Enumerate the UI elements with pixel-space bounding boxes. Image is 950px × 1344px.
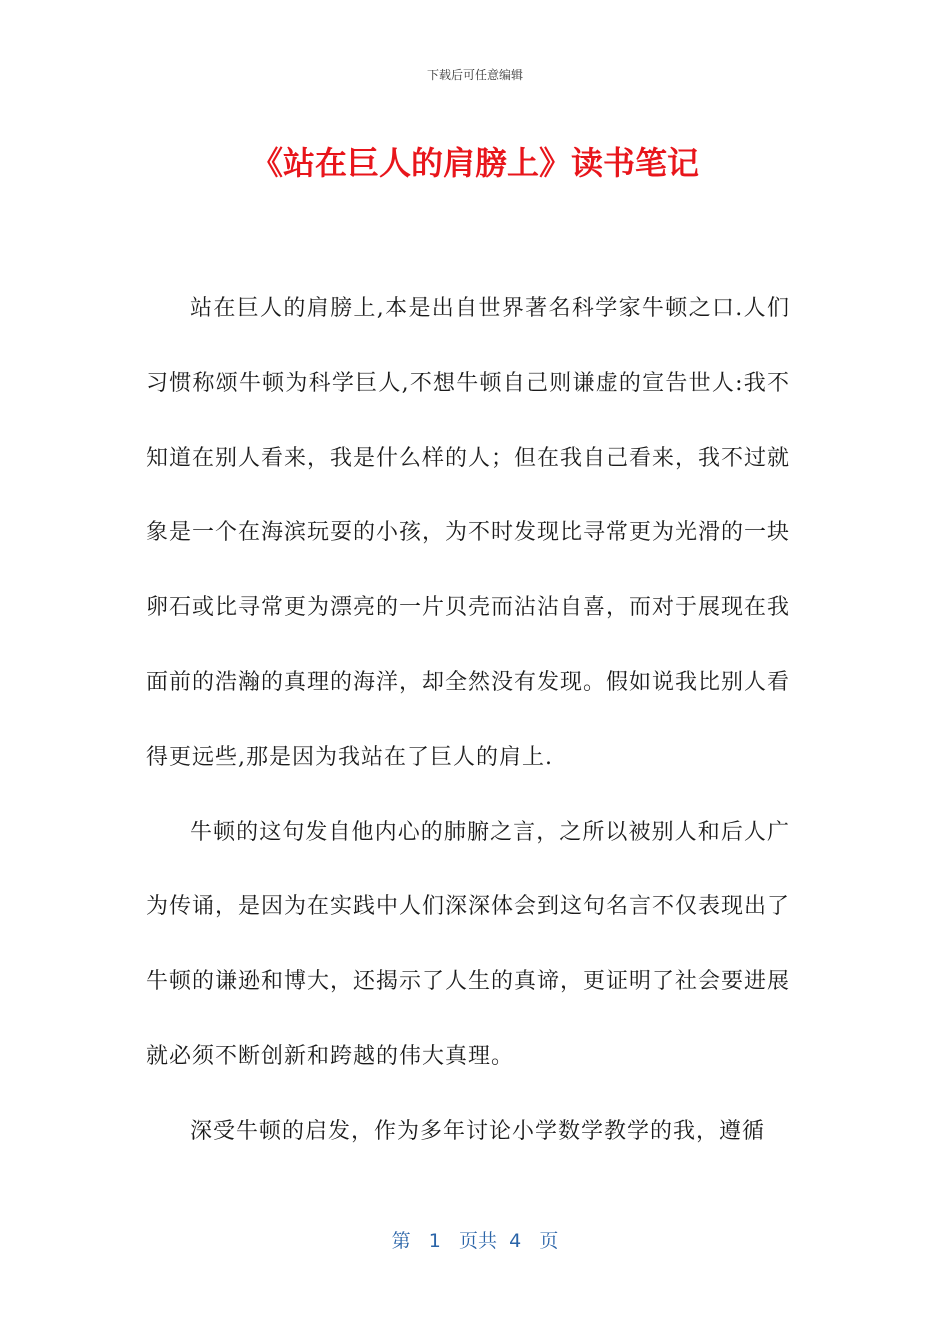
footer-total-pages: 4 (509, 1230, 522, 1252)
footer-label-page-end: 页 (539, 1230, 559, 1252)
footer-label-page: 第 (391, 1230, 411, 1252)
footer-label-page-total: 页共 (459, 1230, 498, 1252)
header-note: 下载后可任意编辑 (426, 68, 523, 82)
document-body (146, 272, 790, 1170)
footer-current-page: 1 (428, 1230, 441, 1252)
paragraph-1: 站在巨人的肩膀上,本是出自世界著名科学家牛顿之口.人们习惯称颂牛顿为科学巨人,不想牛顿自己则谦虚的宣告世人:我不知道在别人看来，我是什么样的人；但在我自己看来，我不过就象是一个在海滨玩耍的小孩，为不时发现比寻常更为光滑的一块卵石或比寻常更为漂亮的一片贝壳而沾沾自喜，而对于展现在我面前的浩瀚的真理的海洋，却全然没有发现。假如说我比别人看得更远些,那是因为我站在了巨人的肩上. (146, 296, 791, 770)
paragraph-2: 牛顿的这句发自他内心的肺腑之言，之所以被别人和后人广为传诵，是因为在实践中人们深深体会到这句名言不仅表现出了牛顿的谦逊和博大，还揭示了人生的真谛，更证明了社会要进展就必须不断创新和跨越的伟大真理。 (146, 819, 791, 1069)
paragraph-3: 深受牛顿的启发，作为多年讨论小学数学教学的我，遵循 (190, 1118, 766, 1144)
document-title: 《站在巨人的肩膀上》读书笔记 (250, 144, 699, 182)
page-footer (0, 1226, 950, 1253)
